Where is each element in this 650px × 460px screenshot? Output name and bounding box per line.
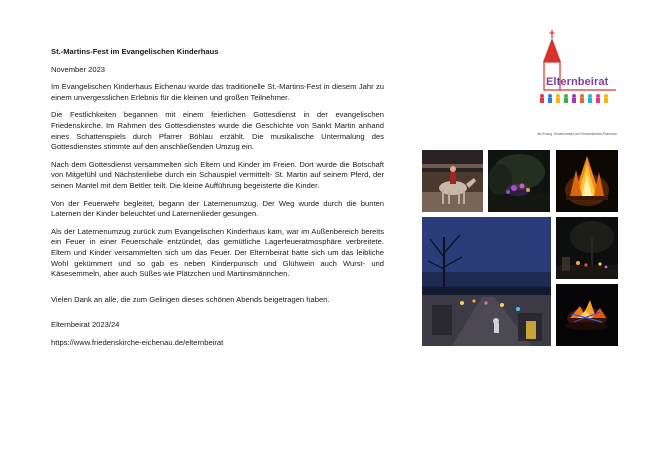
photo-evening-tree — [556, 217, 618, 279]
photo-fire-bowl — [556, 284, 618, 346]
paragraph-play: Nach dem Gottesdienst versammelten sich Eltern und Kinder im Freien. Dort wurde die Botschaft von Mitgefühl und Nächstenliebe durch ein Schauspiel vermittelt- St. Martin auf seinem Pferd, der seinen Mantel mit dem Bettler teilt. Die kleine Aufführung begeisterte die Kinder. — [51, 159, 384, 190]
photo-procession — [422, 217, 551, 346]
church-icon — [530, 28, 620, 112]
paragraph-intro: Im Evangelischen Kinderhaus Eichenau wurde das traditionelle St.-Martins-Fest in diesem Jahr zu einem unvergesslichen Erlebnis für die kleinen und großen Teilnehmer. — [51, 82, 384, 102]
photo-bonfire — [556, 150, 618, 212]
logo-name: Elternbeirat — [546, 76, 609, 88]
logo-subtitle: der Evang. Kinderhauses am Friedenskirche Eichenau — [537, 132, 617, 136]
article-text — [51, 47, 384, 355]
paragraph-service: Die Festlichkeiten begannen mit einem feierlichen Gottesdienst in der evangelischen Friedenskirche. Im Rahmen des Gottesdienstes wurde die Geschichte von Sankt Martin anhand eines Schattenspiels durch Pfarrer Böhlau erzählt. Die musikalische Untermalung des Gottesdienstes stimmte auf den anschließenden Umzug ein. — [51, 110, 384, 152]
website-link[interactable]: https://www.friedenskirche-eichenau.de/elternbeirat — [51, 337, 224, 347]
paragraph-fire: Als der Laternenumzug zurück zum Evangelischen Kinderhaus kam, war im Außenbereich bereits ein Feuer in einer Feuerschale entzündet, das gemütliche Lagerfeueratmosphäre verbreitete. Eltern und Kinder versammelten sich um das Feuer. Der Elternbeirat hatte sich um das leibliche Wohl gekümmert und so gab es neben Kinderpunsch und Glühwein auch Wurst- und Käsesemmeln, aber auch Süßes wie Plätzchen und Martinsmännchen. — [51, 226, 384, 279]
document-title: St.-Martins-Fest im Evangelischen Kinderhaus — [51, 47, 219, 56]
document-date: November 2023 — [51, 64, 106, 74]
children-icon — [540, 94, 608, 103]
signature: Elternbeirat 2023/24 — [51, 320, 120, 330]
thanks-line: Vielen Dank an alle, die zum Gelingen dieses schönen Abends beigetragen haben. — [51, 294, 330, 304]
photo-horse-rider — [422, 150, 483, 212]
photo-lanterns-trees — [488, 150, 550, 212]
paragraph-procession: Von der Feuerwehr begleitet, begann der Laternenumzug. Der Weg wurde durch die bunten Laternen der Kinder beleuchtet und Laternenlieder gesungen. — [51, 198, 384, 219]
elternbeirat-logo — [530, 28, 620, 136]
